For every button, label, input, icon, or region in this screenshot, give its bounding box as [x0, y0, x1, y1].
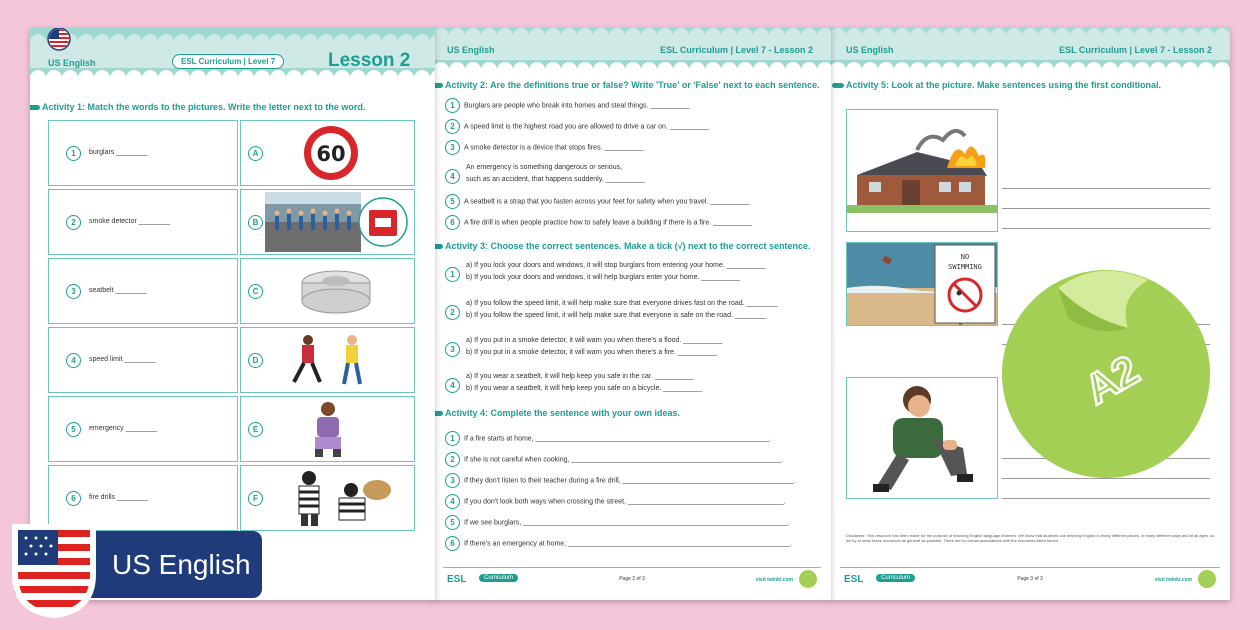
activity-1-heading: Activity 1: Match the words to the pictures. Write the letter next to the word. [42, 102, 366, 112]
visit-link[interactable]: visit twinkl.com [1154, 577, 1192, 583]
page-header [830, 28, 1230, 68]
word-label: seatbelt ________ [89, 287, 147, 294]
item-number: 6 [66, 491, 81, 506]
activity-4-heading: Activity 4: Complete the sentence with your own ideas. [445, 408, 681, 418]
sentence-row [445, 431, 771, 446]
word-label: smoke detector ________ [89, 218, 170, 225]
item-number: 4 [445, 169, 460, 184]
sentence-text: If we see burglars, ____________________________________________________________________. [464, 519, 790, 527]
choice-b: b) If you follow the speed limit, it will help make sure that everyone is safe on the road. ________ [466, 312, 767, 319]
sentence-row [445, 515, 790, 530]
page-header [433, 28, 831, 68]
picture-box-e [240, 396, 415, 462]
curriculum-pill: ESL Curriculum | Level 7 [172, 54, 284, 69]
choice-a: a) If you follow the speed limit, it will help make sure that everyone drives fast on the road. ________ [466, 300, 778, 307]
statement-row [445, 194, 749, 209]
sentence-text: If a fire starts at home, ____________________________________________________________. [464, 435, 772, 443]
sentence-row [445, 452, 784, 467]
answer-line[interactable] [1002, 228, 1210, 229]
activity-5-heading: Activity 5: Look at the picture. Make sentences using the first conditional. [846, 80, 1162, 90]
picture-box-d [240, 327, 415, 393]
us-flag-icon [46, 28, 72, 52]
word-label: emergency ________ [89, 425, 157, 432]
statement-row [445, 119, 709, 134]
choice-b: b) If you put in a smoke detector, it will warn you when there's a fire. __________ [466, 349, 717, 356]
visit-link[interactable]: visit twinkl.com [755, 577, 793, 583]
esl-logo: ESL [447, 574, 467, 585]
level-a2-sticker [998, 258, 1222, 482]
picture-box-a [240, 120, 415, 186]
item-letter: D [248, 353, 263, 368]
header-curriculum: ESL Curriculum | Level 7 - Lesson 2 [660, 45, 813, 55]
burglars-icon [289, 468, 399, 528]
answer-line[interactable] [1002, 498, 1210, 499]
picture-no-swimming [846, 242, 998, 326]
item-letter: C [248, 284, 263, 299]
activity-2-heading: Activity 2: Are the definitions true or false? Write 'True' or 'False' next to each sentence. [445, 80, 820, 90]
fire-drill-scene-icon [265, 192, 413, 252]
lesson-title: Lesson 2 [328, 50, 411, 71]
sticker-label: A2 [1076, 345, 1147, 414]
sentence-row [445, 494, 786, 509]
running-people-icon [286, 332, 376, 390]
word-box [48, 120, 238, 186]
word-box [48, 189, 238, 255]
esl-logo: ESL [844, 574, 864, 585]
item-number: 5 [445, 194, 460, 209]
worksheet-page-1 [30, 28, 435, 600]
statement-text: Burglars are people who break into homes and steal things. __________ [464, 102, 690, 110]
page-number: Page 3 of 3 [1017, 576, 1043, 582]
item-number: 5 [445, 515, 460, 530]
header-curriculum: ESL Curriculum | Level 7 - Lesson 2 [1059, 45, 1212, 55]
picture-box-c [240, 258, 415, 324]
curriculum-tag: Curriculum [876, 574, 915, 582]
statement-text: An emergency is something dangerous or serious, [466, 164, 623, 171]
item-number: 2 [445, 305, 460, 320]
picture-box-b [240, 189, 415, 255]
sentence-text: If there's an emergency at home, _________________________________________________________. [464, 540, 792, 548]
choice-b: b) If you wear a seatbelt, it will help keep you safe on a bicycle. __________ [466, 385, 703, 392]
curriculum-tag: Curriculum [479, 574, 518, 582]
word-box [48, 258, 238, 324]
word-label: burglars ________ [89, 149, 148, 156]
sentence-text: If she is not careful when cooking, ______________________________________________________. [464, 456, 784, 464]
item-number: 4 [445, 494, 460, 509]
smoke-detector-icon [296, 265, 376, 319]
statement-row [445, 98, 689, 113]
sentence-text: If you don't look both ways when crossing the street, ________________________________________. [464, 498, 786, 506]
header-language: US English [48, 58, 96, 68]
item-number: 4 [66, 353, 81, 368]
header-language: US English [846, 45, 894, 55]
header-language: US English [447, 45, 495, 55]
item-number: 1 [445, 98, 460, 113]
item-number: 2 [445, 119, 460, 134]
twinkl-badge-icon [799, 570, 817, 588]
hurt-boy-icon [847, 378, 997, 498]
answer-line[interactable] [1002, 188, 1210, 189]
page-header [30, 28, 435, 76]
item-letter: B [248, 215, 263, 230]
item-number: 1 [445, 431, 460, 446]
sentence-row [445, 536, 792, 551]
statement-text: A smoke detector is a device that stops fires. __________ [464, 144, 644, 152]
word-box [48, 396, 238, 462]
banner-label: US English [112, 549, 251, 580]
picture-box-f [240, 465, 415, 531]
statement-text: A seatbelt is a strap that you fasten across your feet for safety when you travel. __________ [464, 198, 750, 206]
twinkl-badge-icon [1198, 570, 1216, 588]
word-label: fire drills ________ [89, 494, 149, 501]
item-number: 3 [445, 342, 460, 357]
page-footer [443, 567, 821, 590]
us-flag-badge-icon [6, 520, 102, 620]
sign-number: 60 [316, 142, 346, 166]
picture-house-fire [846, 109, 998, 232]
statement-text: A fire drill is when people practice how to safely leave a building if there is a fire. __________ [464, 219, 752, 227]
item-number: 6 [445, 215, 460, 230]
injured-person-icon [303, 399, 353, 459]
beach-sign-icon [847, 243, 997, 325]
choice-a: a) If you wear a seatbelt, it will help keep you safe in the car. __________ [466, 373, 694, 380]
answer-line[interactable] [1002, 208, 1210, 209]
svg-text:SWIMMING: SWIMMING [948, 263, 982, 271]
choice-b: b) If you lock your doors and windows, it will help burglars enter your home. __________ [466, 274, 741, 281]
picture-hurt-boy [846, 377, 998, 499]
item-number: 3 [66, 284, 81, 299]
worksheet-page-2 [433, 28, 831, 600]
item-number: 6 [445, 536, 460, 551]
item-letter: F [248, 491, 263, 506]
statement-text: such as an accident, that happens suddenly. __________ [466, 176, 645, 183]
choice-a: a) If you lock your doors and windows, it will stop burglars from entering your home. __________ [466, 262, 766, 269]
item-number: 2 [66, 215, 81, 230]
statement-text: A speed limit is the highest road you are allowed to drive a car on. __________ [464, 123, 709, 131]
statement-row [445, 140, 643, 155]
item-number: 1 [66, 146, 81, 161]
house-fire-icon [847, 110, 997, 231]
item-number: 4 [445, 378, 460, 393]
item-number: 5 [66, 422, 81, 437]
item-letter: A [248, 146, 263, 161]
choice-a: a) If you put in a smoke detector, it will warn you when there's a flood. __________ [466, 337, 723, 344]
sentence-row [445, 473, 796, 488]
disclaimer-text: Disclaimer: This resource has been made for the purpose of teaching English language learners. We know that students use learning English in many different places, in many different ways and at all ages, so we try to keep these resources as general as possible. There are no formal associations with the resources listed herein. [846, 533, 1215, 543]
page-footer [840, 567, 1220, 590]
speed-limit-sign-icon [301, 124, 361, 182]
page-number: Page 2 of 3 [619, 576, 645, 582]
item-number: 3 [445, 473, 460, 488]
item-number: 2 [445, 452, 460, 467]
statement-row [445, 215, 752, 230]
item-letter: E [248, 422, 263, 437]
word-label: speed limit ________ [89, 356, 156, 363]
svg-text:NO: NO [960, 253, 970, 261]
activity-3-heading: Activity 3: Choose the correct sentences. Make a tick (√) next to the correct sentence. [445, 241, 811, 251]
item-number: 3 [445, 140, 460, 155]
word-box [48, 327, 238, 393]
sentence-text: If they don't listen to their teacher during a fire drill, ____________________________________________. [464, 477, 796, 485]
item-number: 1 [445, 267, 460, 282]
